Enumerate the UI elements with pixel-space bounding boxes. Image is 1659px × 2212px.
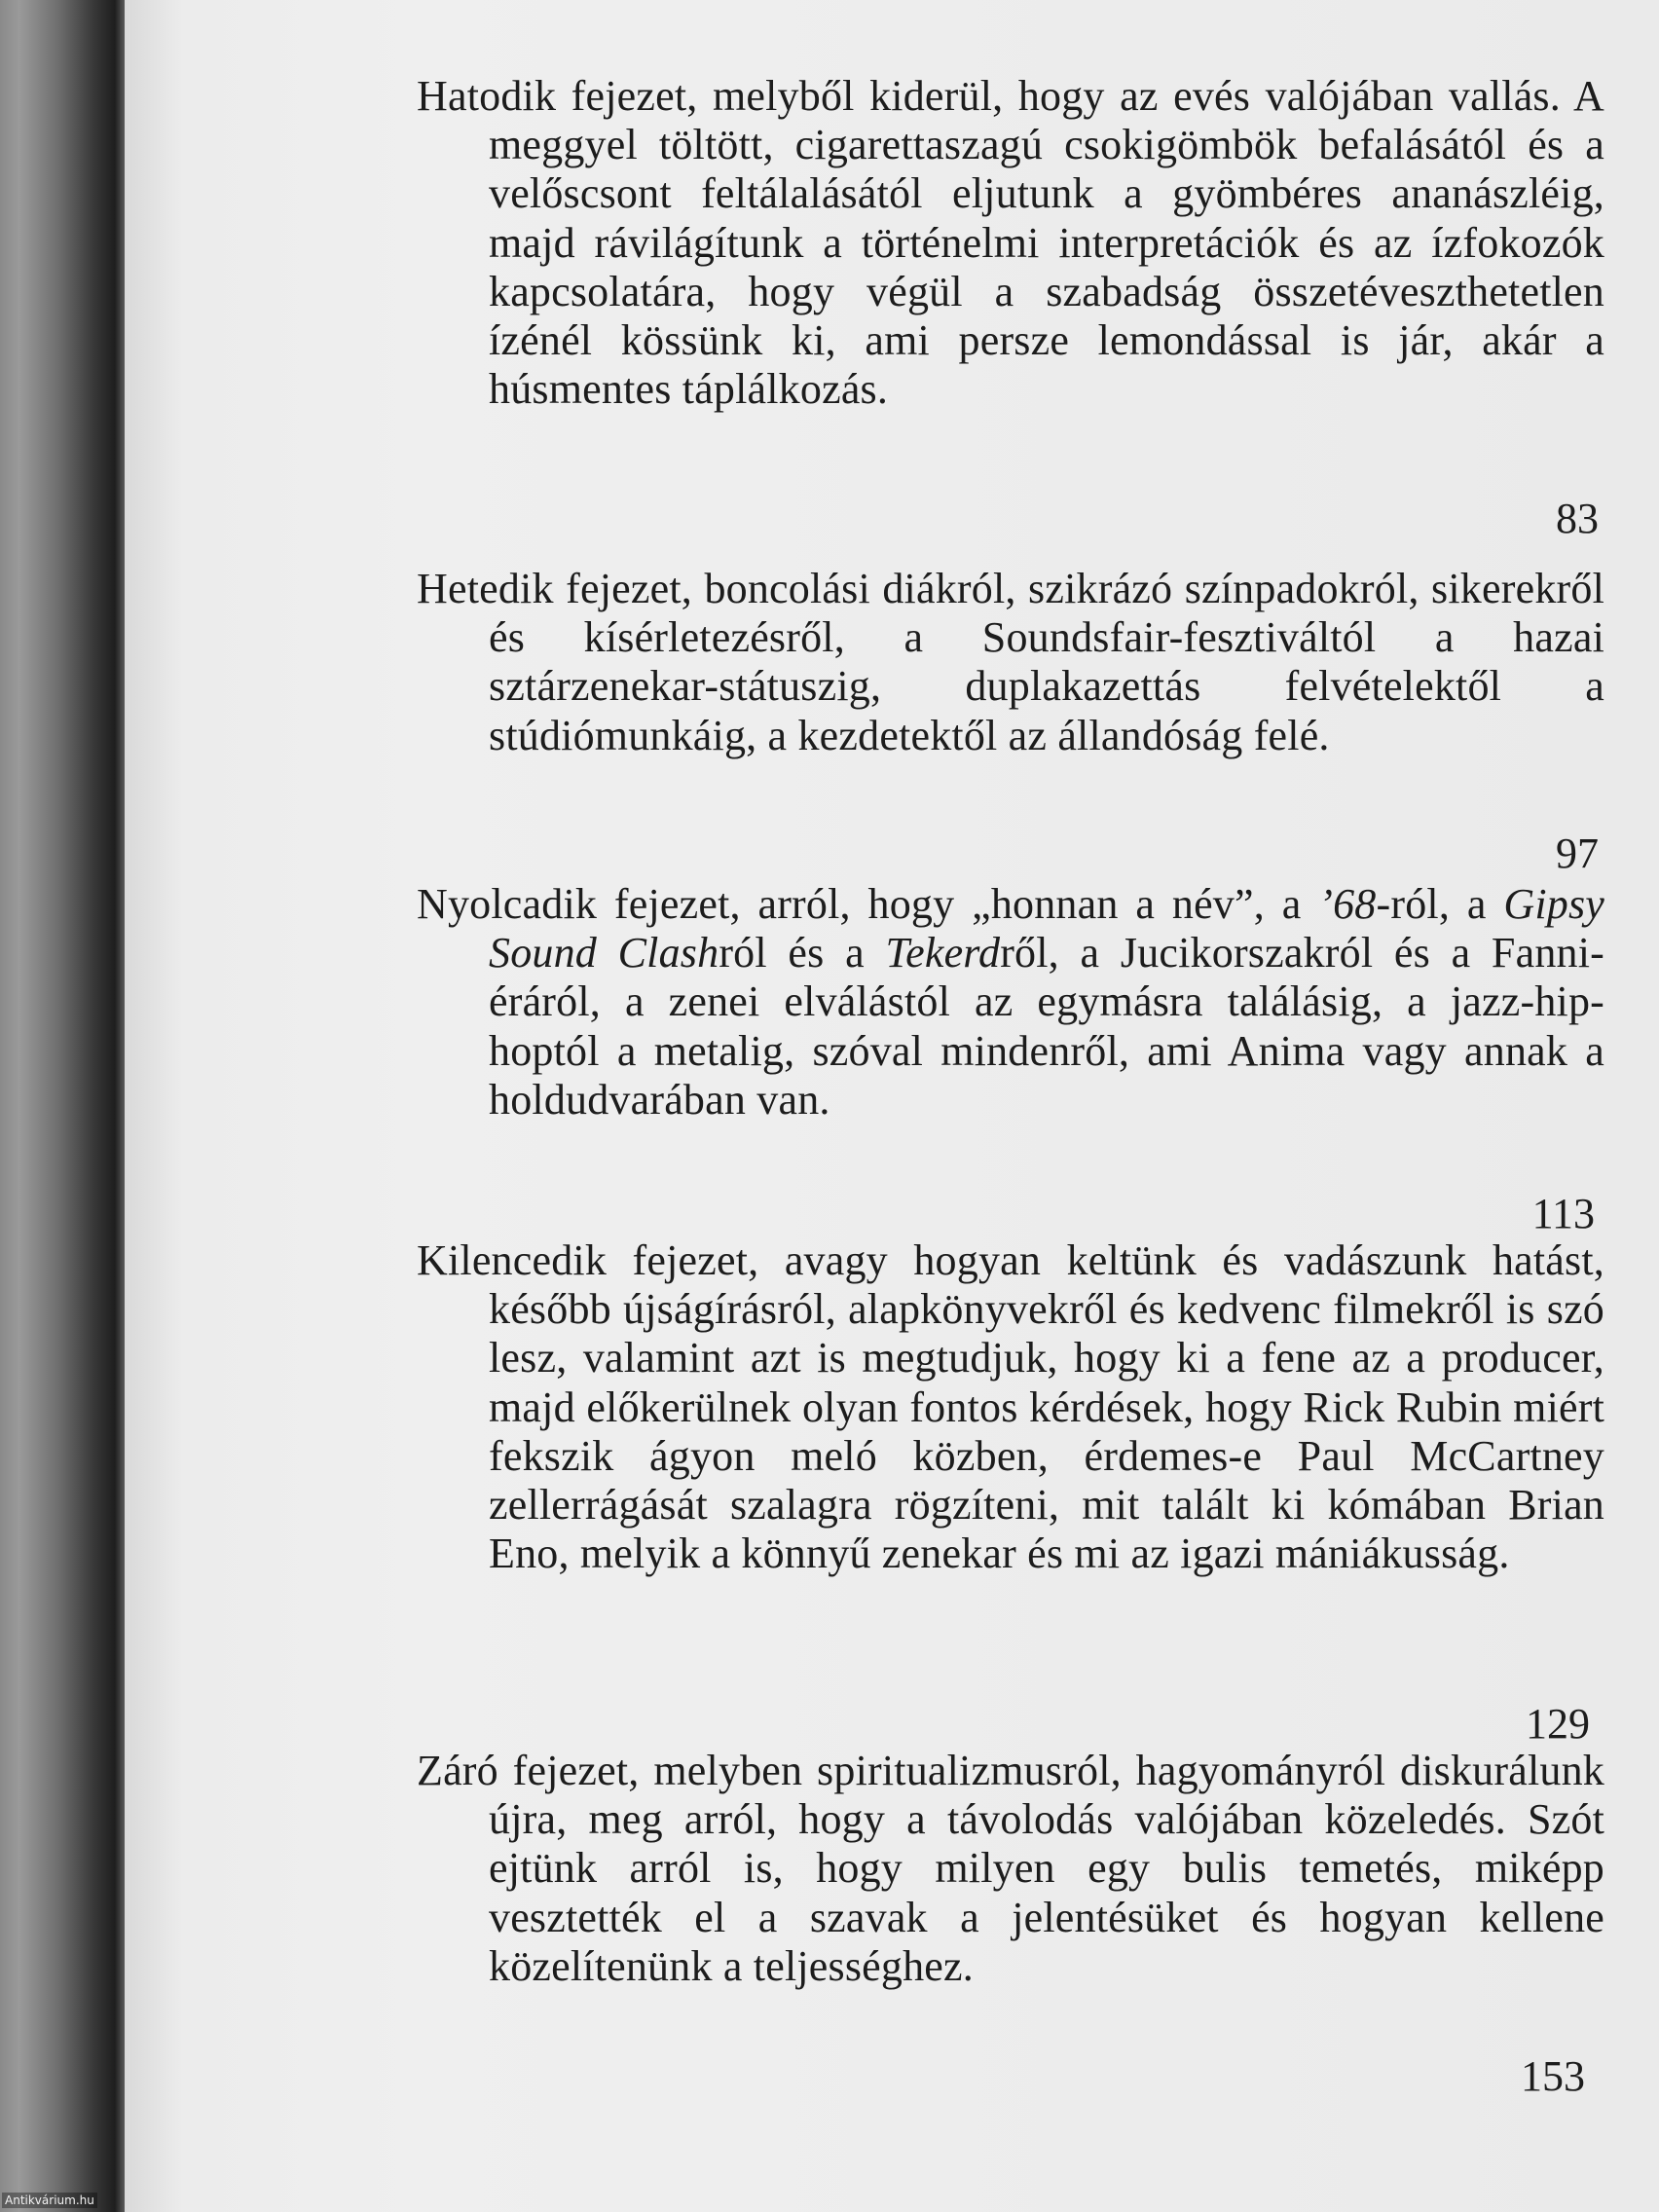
toc-entry-9: Kilencedik fejezet, avagy hogyan keltünk és vadászunk hatást, később újságírásról, alapkönyvekről és kedvenc filmekről is szó lesz, valamint azt is megtudjuk, hogy ki a fene az a producer, majd előkerülnek olyan fontos kérdések, hogy Rick Rubin miért fekszik ágyon meló közben, érdemes-e Paul McCartney zellerrágását szalagra rögzíteni, mit talált ki kómában Brian Eno, melyik a könnyű zenekar és mi az igazi mániákusság. — [417, 1236, 1604, 1578]
entry-8-text-2: -ról, a — [1376, 880, 1504, 928]
page-number-113: 113 — [1531, 1190, 1595, 1237]
toc-entry-closing: Záró fejezet, melyben spiritualizmusról, hagyományról diskurálunk újra, meg arról, hogy a távolodás valójában közeledés. Szót ejtünk arról is, hogy milyen egy bulis temetés, miképp vesztették el a szavak a jelentésüket és hogyan kellene közelítenünk a teljességhez. — [417, 1747, 1604, 1990]
book-spine — [0, 0, 125, 2212]
entry-8-text-1: Nyolcadik fejezet, arról, hogy „honnan a név”, a — [417, 880, 1319, 928]
toc-entry-6: Hatodik fejezet, melyből kiderül, hogy az evés valójában vallás. A meggyel töltött, cigarettaszagú csokigömbök befalásától és a velőscsont feltálalásától eljutunk a gyömbéres ananászléig, majd rávilágítunk a történelmi interpretációk és az ízfokozók kapcsolatára, hogy végül a szabadság összetéveszthetetlen ízénél kössünk ki, ami persze lemondással is jár, akár a húsmentes táplálkozás. — [417, 72, 1604, 414]
toc-entry-8 — [417, 880, 1604, 1124]
entry-8-text-4: ről, a Jucikorszakról és a Fanni-éráról, a zenei elválástól az egymásra találásig, a jazz-hip-hoptól a metalig, szóval mindenről, ami Anima vagy annak a holdudvarában van. — [489, 929, 1604, 1124]
entry-8-text-3: ról és a — [719, 929, 886, 977]
entry-8-year: ’68 — [1318, 880, 1377, 928]
page-number-129: 129 — [1526, 1700, 1590, 1748]
page-number-97: 97 — [1556, 830, 1599, 877]
toc-entry-7: Hetedik fejezet, boncolási diákról, szikrázó színpadokról, sikerekről és kísérletezésről, a Soundsfair-fesztiváltól a hazai sztárzenekar-státuszig, duplakazettás felvételektől a stúdiómunkáig, a kezdetektől az állandóság felé. — [417, 565, 1604, 759]
entry-8-title-gipsy-sound-clash: Gipsy Sound Clash — [489, 880, 1604, 977]
page-number-153: 153 — [1521, 2052, 1585, 2100]
book-page — [125, 0, 1659, 2212]
page-number-83: 83 — [1556, 495, 1599, 542]
entry-8-title-tekerd: Tekerd — [885, 929, 1001, 977]
watermark: Antikvárium.hu — [2, 2193, 97, 2208]
